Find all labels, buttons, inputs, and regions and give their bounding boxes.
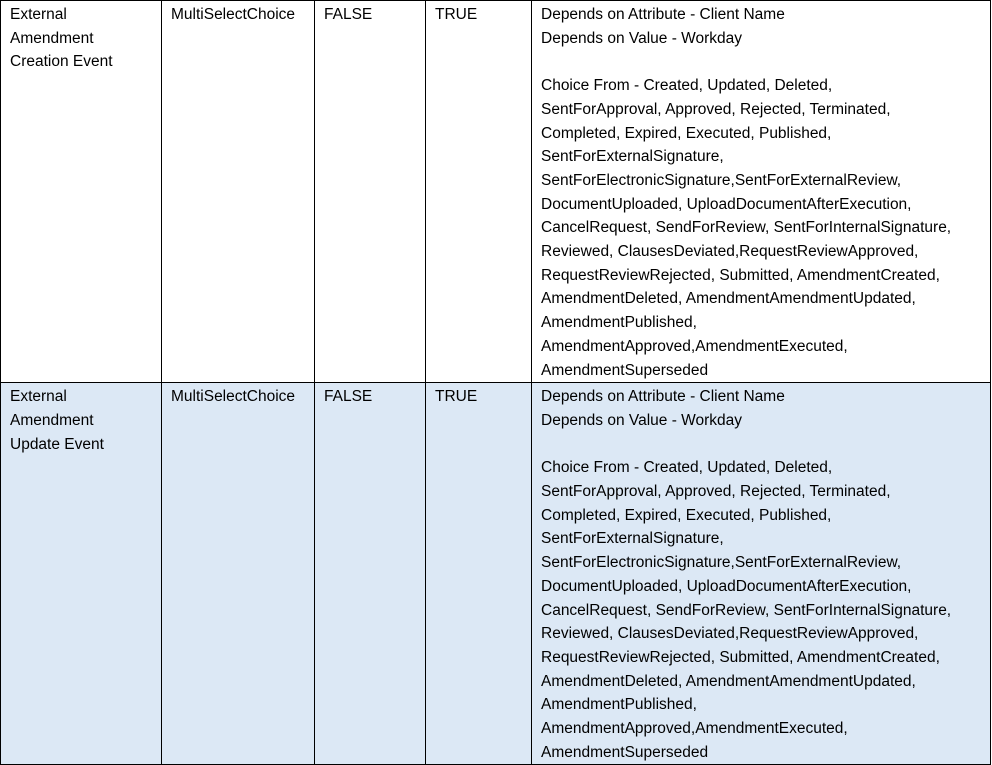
choice-line: CancelRequest, SendForReview, SentForInternalSignature,	[541, 219, 952, 237]
choice-line: AmendmentSuperseded	[541, 361, 709, 379]
description-cell	[532, 383, 991, 765]
attribute-name-cell	[1, 383, 162, 765]
choice-line: SentForElectronicSignature,SentForExternalReview,	[541, 554, 902, 572]
choice-line: AmendmentApproved,AmendmentExecuted,	[541, 337, 848, 355]
choice-line: Reviewed, ClausesDeviated,RequestReviewApproved,	[541, 625, 919, 643]
choice-line: SentForElectronicSignature,SentForExternalReview,	[541, 171, 902, 189]
depends-value-text: Depends on Value - Workday	[541, 29, 743, 47]
depends-attribute-text: Depends on Attribute - Client Name	[541, 388, 785, 406]
attribute-type-cell: MultiSelectChoice	[162, 383, 315, 765]
attribute-name-line: External	[10, 388, 67, 406]
blank-line	[541, 50, 982, 74]
table-row	[1, 383, 991, 765]
attribute-type-cell: MultiSelectChoice	[162, 1, 315, 383]
flag-cell-2: TRUE	[426, 1, 532, 383]
attribute-name-line: Update Event	[10, 435, 104, 453]
choice-line: AmendmentSuperseded	[541, 743, 709, 761]
choice-line: Completed, Expired, Executed, Published,	[541, 506, 832, 524]
choice-line: AmendmentApproved,AmendmentExecuted,	[541, 720, 848, 738]
description-cell	[532, 1, 991, 383]
choice-line: SentForExternalSignature,	[541, 530, 724, 548]
choice-line: AmendmentPublished,	[541, 696, 697, 714]
flag-cell-1: FALSE	[315, 1, 426, 383]
choice-line: AmendmentDeleted, AmendmentAmendmentUpdated,	[541, 290, 916, 308]
attribute-name-line: Creation Event	[10, 53, 113, 71]
attribute-name-line: External	[10, 6, 67, 23]
choice-line: Choice From - Created, Updated, Deleted,	[541, 459, 833, 477]
attribute-name-line: Amendment	[10, 29, 94, 47]
depends-value-text: Depends on Value - Workday	[541, 411, 743, 429]
attribute-name-cell	[1, 1, 162, 383]
blank-line	[541, 433, 982, 457]
choice-line: RequestReviewRejected, Submitted, AmendmentCreated,	[541, 266, 940, 284]
choice-line: RequestReviewRejected, Submitted, AmendmentCreated,	[541, 648, 940, 666]
choice-line: Completed, Expired, Executed, Published,	[541, 124, 832, 142]
choice-line: AmendmentDeleted, AmendmentAmendmentUpdated,	[541, 672, 916, 690]
choice-line: SentForApproval, Approved, Rejected, Terminated,	[541, 100, 891, 118]
depends-attribute-text: Depends on Attribute - Client Name	[541, 6, 785, 23]
choice-line: DocumentUploaded, UploadDocumentAfterExecution,	[541, 577, 912, 595]
choice-line: SentForExternalSignature,	[541, 148, 724, 166]
choice-line: Choice From - Created, Updated, Deleted,	[541, 77, 833, 95]
table-row	[1, 1, 991, 383]
choice-line: CancelRequest, SendForReview, SentForInternalSignature,	[541, 601, 952, 619]
choice-line: SentForApproval, Approved, Rejected, Terminated,	[541, 483, 891, 501]
choice-line: Reviewed, ClausesDeviated,RequestReviewApproved,	[541, 243, 919, 261]
attribute-name-line: Amendment	[10, 411, 94, 429]
choice-line: AmendmentPublished,	[541, 314, 697, 332]
choice-line: DocumentUploaded, UploadDocumentAfterExecution,	[541, 195, 912, 213]
flag-cell-1: FALSE	[315, 383, 426, 765]
flag-cell-2: TRUE	[426, 383, 532, 765]
